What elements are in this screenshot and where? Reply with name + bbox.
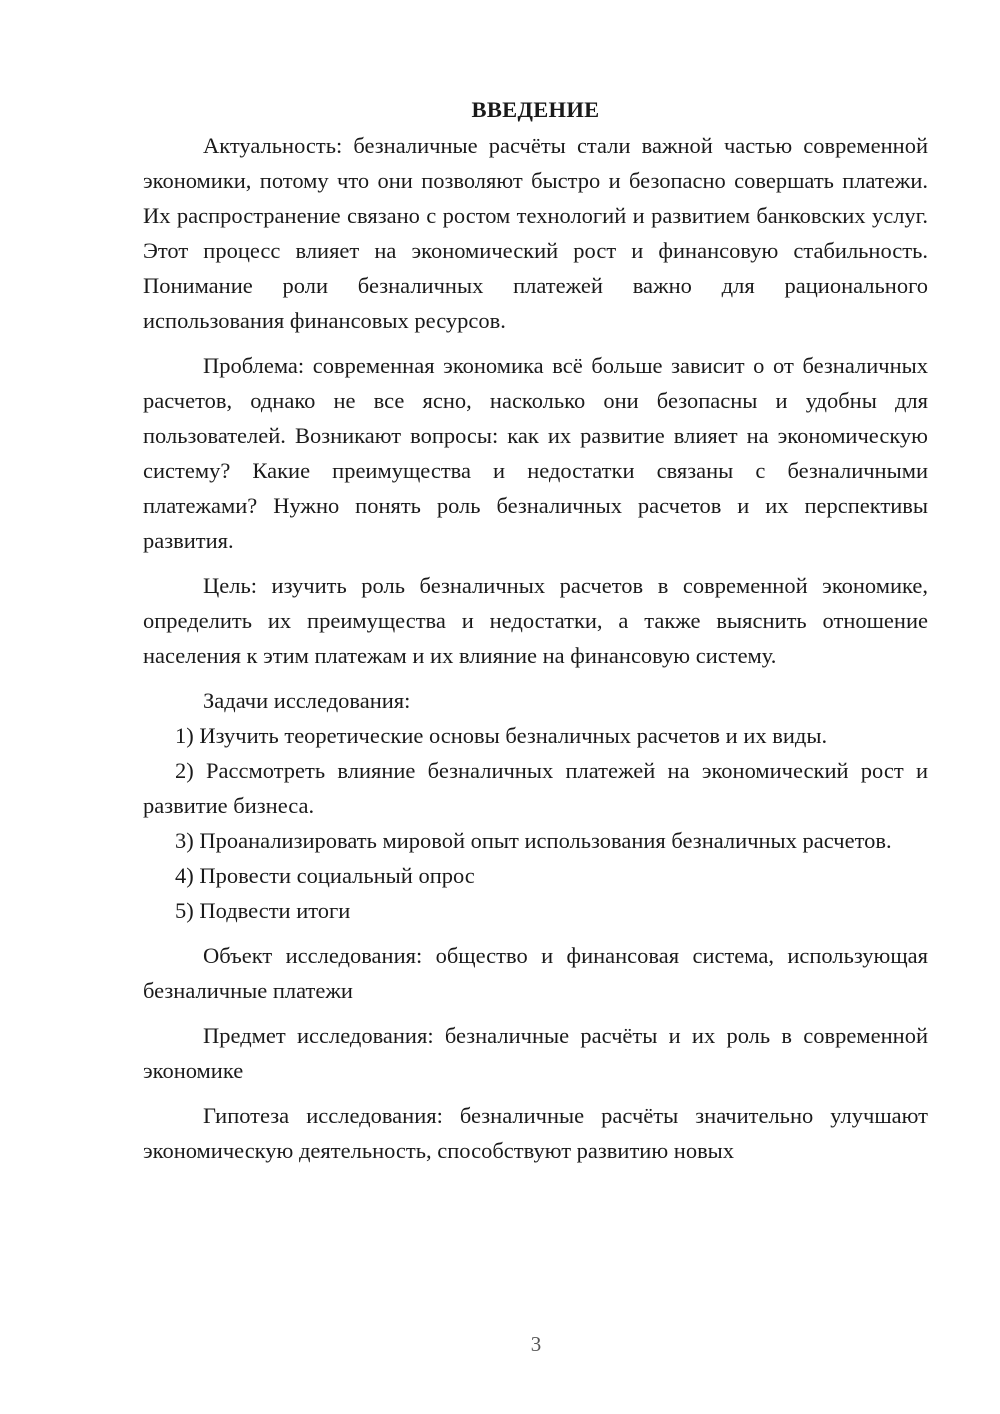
paragraph-subject: Предмет исследования: безналичные расчёты и их роль в современной экономике (143, 1023, 928, 1083)
paragraph-object: Объект исследования: общество и финансовая система, использующая безналичные платежи (143, 943, 928, 1003)
tasks-heading: Задачи исследования: (203, 688, 411, 713)
task-item-3: 3) Проанализировать мировой опыт использования безналичных расчетов. (175, 828, 892, 853)
page-number: 3 (530, 1332, 542, 1356)
task-item-1: 1) Изучить теоретические основы безналичных расчетов и их виды. (175, 723, 828, 748)
paragraph-problem: Проблема: современная экономика всё больше зависит о от безналичных расчетов, однако не все ясно, насколько они безопасны и удобны для пользователей. Возникают вопросы: как их развитие влияет на экономическую систему? Какие преимущества и недостатки связаны с безналичными платежами? Нужно понять роль безналичных расчетов и их перспективы развития. (143, 353, 928, 553)
task-item-2: 2) Рассмотреть влияние безналичных платежей на экономический рост и развитие бизнеса. (143, 758, 928, 818)
document-page (143, 92, 928, 1168)
paragraph-hypothesis: Гипотеза исследования: безналичные расчёты значительно улучшают экономическую деятельность, способствуют развитию новых (143, 1103, 928, 1163)
paragraph-goal: Цель: изучить роль безналичных расчетов в современной экономике, определить их преимущества и недостатки, а также выяснить отношение населения к этим платежам и их влияние на финансовую систему. (143, 573, 928, 668)
task-item-5: 5) Подвести итоги (175, 898, 351, 923)
paragraph-relevance: Актуальность: безналичные расчёты стали важной частью современной экономики, потому что они позволяют быстро и безопасно совершать платежи. Их распространение связано с ростом технологий и развитием банковских услуг. Этот процесс влияет на экономический рост и финансовую стабильность. Понимание роли безналичных платежей важно для рационального использования финансовых ресурсов. (143, 133, 928, 333)
task-item-4: 4) Провести социальный опрос (175, 863, 475, 888)
section-title: ВВЕДЕНИЕ (471, 97, 600, 122)
